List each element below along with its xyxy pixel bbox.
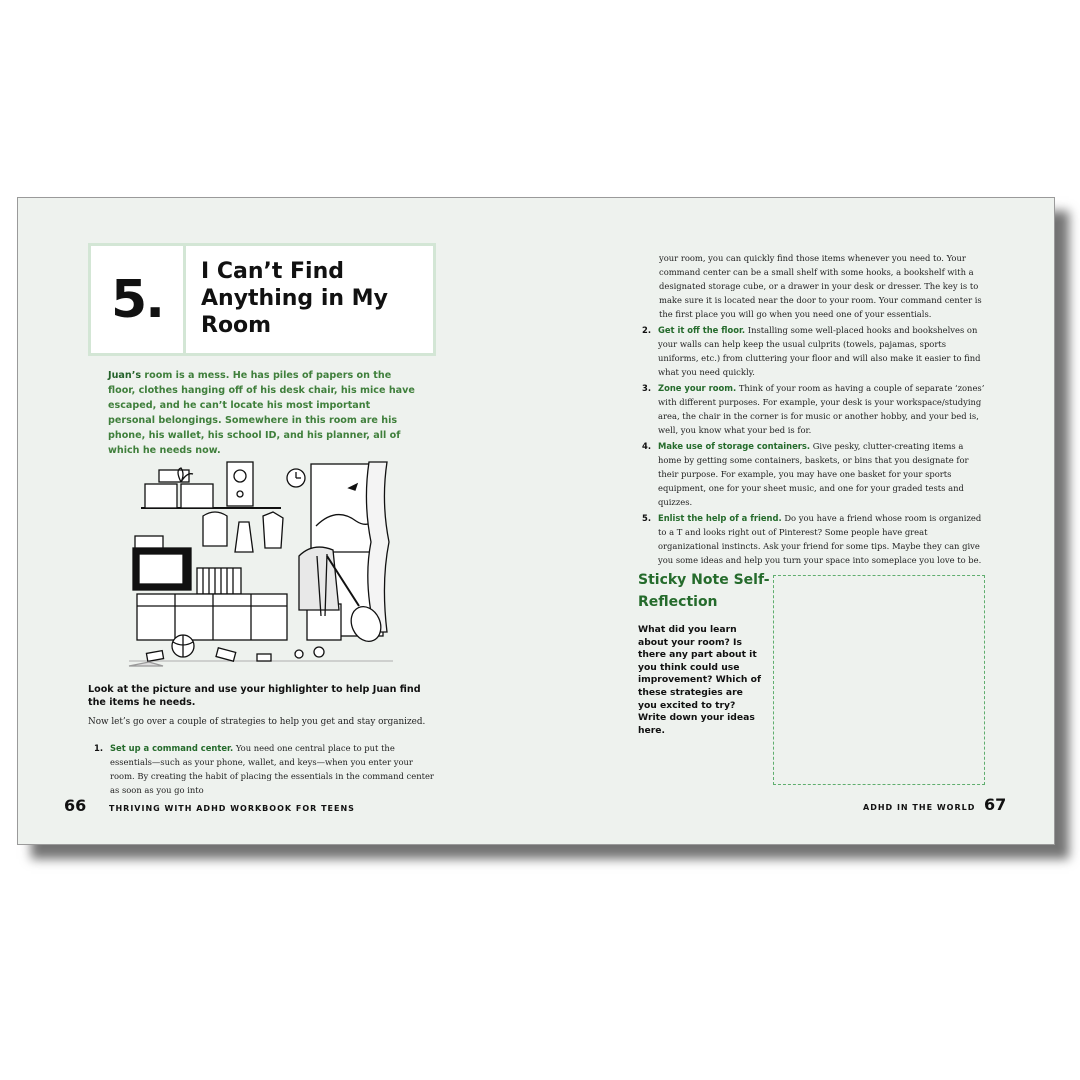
item-number: 4. [642, 441, 652, 451]
intro-text: room is a mess. He has piles of papers on the floor, clothes hanging off of his desk chair, his mice have escaped, and he can’t locate his most important personal belongings. Somewhere in this room are his phone, his wallet, his school ID, and his planner, all of which he needs now. [108, 370, 415, 456]
instruction-text: Look at the picture and use your highlighter to help Juan find the items he needs. [88, 684, 421, 708]
lead-text: Now let’s go over a couple of strategies to help you get and stay organized. [88, 717, 426, 727]
page-number-right: 67 [984, 795, 1007, 814]
running-title-right: ADHD IN THE WORLD [863, 803, 976, 812]
sticky-note-question: What did you learn about your room? Is there any part about it you think could use improvement? Which of these strategies are you excited to try? Write down your ideas here. [638, 624, 761, 736]
sticky-note-title: Sticky Note Self-Reflection [638, 572, 770, 610]
item-number: 5. [642, 513, 652, 523]
item-text: Installing some well-placed hooks and bookshelves on your walls can help keep the usual culprits (towels, pajamas, sports uniforms, etc.) from cluttering your floor and will also make it easier to find what you need quickly. [658, 325, 981, 377]
intro-name: Juan’s [108, 370, 142, 381]
page-number-left: 66 [64, 796, 87, 815]
item-number: 1. [94, 743, 104, 753]
list-item [642, 511, 987, 567]
right-page [17, 197, 1053, 843]
item-heading: Get it off the floor. [658, 325, 746, 335]
strategy-list-right [642, 323, 987, 569]
item-number: 3. [642, 383, 652, 393]
list-item [642, 323, 987, 379]
item-text: Do you have a friend whose room is organized to a T and looks right out of Pinterest? Some people have great organizational instincts. Ask your friend for some tips. Maybe they can give you some ideas and help you turn your space into someplace you love to be. [658, 513, 982, 565]
continued-paragraph: your room, you can quickly find those items whenever you need to. Your command center can be a small shelf with some hooks, a bookshelf with a designated storage cube, or a drawer in your desk or dresser. The key is to make sure it is located near the door to your room. Your command center is the first place you will go when you need one of your essentials. [659, 253, 982, 319]
item-heading: Make use of storage containers. [658, 441, 811, 451]
item-text: Give pesky, clutter-creating items a home by getting some containers, baskets, or bins that you designate for their purpose. For example, you may have one basket for your sports equipment, one for your sheet music, and one for your graded tests and quizzes. [658, 441, 969, 507]
item-text: Think of your room as having a couple of separate ‘zones’ with different purposes. For example, your desk is your workspace/studying area, the chair in the corner is for music or another hobby, and your bed is, well, you know what your bed is for. [658, 383, 985, 435]
item-number: 2. [642, 325, 652, 335]
item-heading: Zone your room. [658, 383, 737, 393]
item-heading: Enlist the help of a friend. [658, 513, 782, 523]
sticky-note-writing-area[interactable] [773, 575, 985, 785]
running-title-left: THRIVING WITH ADHD WORKBOOK FOR TEENS [109, 804, 355, 813]
item-text: You need one central place to put the essentials—such as your phone, wallet, and keys—when you enter your room. By creating the habit of placing the essentials in the command center as soon as you go into [110, 743, 434, 795]
list-item [642, 439, 987, 509]
item-heading: Set up a command center. [110, 743, 234, 753]
list-item [642, 381, 987, 437]
chapter-number: 5. [91, 246, 186, 353]
chapter-title: I Can’t Find Anything in My Room [201, 259, 388, 338]
